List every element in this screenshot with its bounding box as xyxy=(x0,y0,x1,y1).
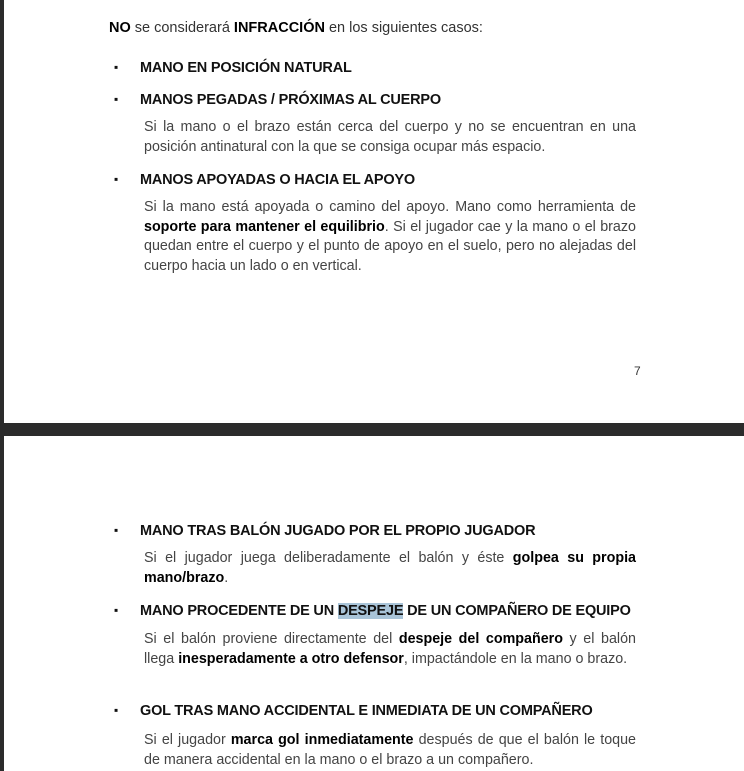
paragraph-gol-tras-mano xyxy=(144,731,636,770)
heading-text: MANO EN POSICIÓN NATURAL xyxy=(140,60,352,76)
paragraph-bold: golpea su propia mano/brazo xyxy=(144,550,636,586)
bullet-icon: ▪ xyxy=(114,60,119,74)
intro-bold-no: NO xyxy=(109,20,131,36)
heading-mano-tras-balon xyxy=(114,523,535,539)
paragraph-bold: soporte para mantener el equilibrio xyxy=(144,218,385,235)
paragraph-text: y el balón llega xyxy=(144,631,636,667)
bullet-icon: ▪ xyxy=(114,603,119,617)
page-7 xyxy=(4,0,744,423)
bullet-icon: ▪ xyxy=(114,172,119,186)
heading-text: MANOS PEGADAS / PRÓXIMAS AL CUERPO xyxy=(140,92,441,108)
paragraph-text: Si el jugador xyxy=(144,732,231,748)
page-number: 7 xyxy=(634,364,641,378)
intro-text: se considerará xyxy=(130,20,234,36)
bullet-icon: ▪ xyxy=(114,92,119,106)
heading-text: MANOS APOYADAS O HACIA EL APOYO xyxy=(140,172,415,188)
heading-text: GOL TRAS MANO ACCIDENTAL E INMEDIATA DE UN COMPAÑERO xyxy=(140,703,593,719)
heading-manos-pegadas xyxy=(114,92,441,108)
heading-text: MANO PROCEDENTE DE UN xyxy=(140,603,338,619)
bullet-icon: ▪ xyxy=(114,703,119,717)
paragraph-manos-pegadas: Si la mano o el brazo están cerca del cuerpo y no se encuentran en una posición antinatural con la que se consiga ocupar más espacio. xyxy=(144,119,636,155)
highlighted-word[interactable]: DESPEJE xyxy=(337,603,404,619)
paragraph-text: . Si el jugador cae y la mano o el brazo quedan entre el cuerpo y el punto de apoyo en el suelo, pero no alejadas del cuerpo hacia un lado o en vertical. xyxy=(144,218,636,274)
bullet-icon: ▪ xyxy=(114,523,119,537)
heading-gol-tras-mano xyxy=(114,703,593,719)
paragraph-mano-tras-balon xyxy=(144,549,636,588)
paragraph-text: Si el jugador juega deliberadamente el balón y éste xyxy=(144,550,513,566)
paragraph-bold: marca gol inmediatamente xyxy=(230,732,414,748)
heading-text: DE UN COMPAÑERO DE EQUIPO xyxy=(403,603,631,619)
intro-bold-infraccion: INFRACCIÓN xyxy=(233,20,325,36)
paragraph-text: Si la mano está apoyada o camino del apoyo. Mano como herramienta de xyxy=(144,199,636,215)
paragraph-mano-despeje xyxy=(144,630,636,669)
paragraph-bold: inesperadamente a otro defensor xyxy=(178,650,404,667)
paragraph-bold: despeje del compañero xyxy=(398,631,563,647)
heading-manos-apoyadas xyxy=(114,172,415,188)
paragraph-text: . xyxy=(224,569,229,586)
paragraph-text: , impactándole en la mano o brazo. xyxy=(403,650,628,667)
paragraph-text: Si el balón proviene directamente del xyxy=(144,631,399,647)
heading-mano-posicion-natural xyxy=(114,60,352,76)
intro-text-end: en los siguientes casos: xyxy=(324,20,483,36)
paragraph-manos-apoyadas xyxy=(144,198,636,276)
heading-mano-despeje xyxy=(114,603,631,619)
paragraph-text: después de que el balón le toque de manera accidental en la mano o el brazo a un compañero. xyxy=(144,732,636,768)
heading-text: MANO TRAS BALÓN JUGADO POR EL PROPIO JUGADOR xyxy=(140,523,536,539)
intro-line xyxy=(109,20,483,36)
page-8 xyxy=(4,436,744,771)
